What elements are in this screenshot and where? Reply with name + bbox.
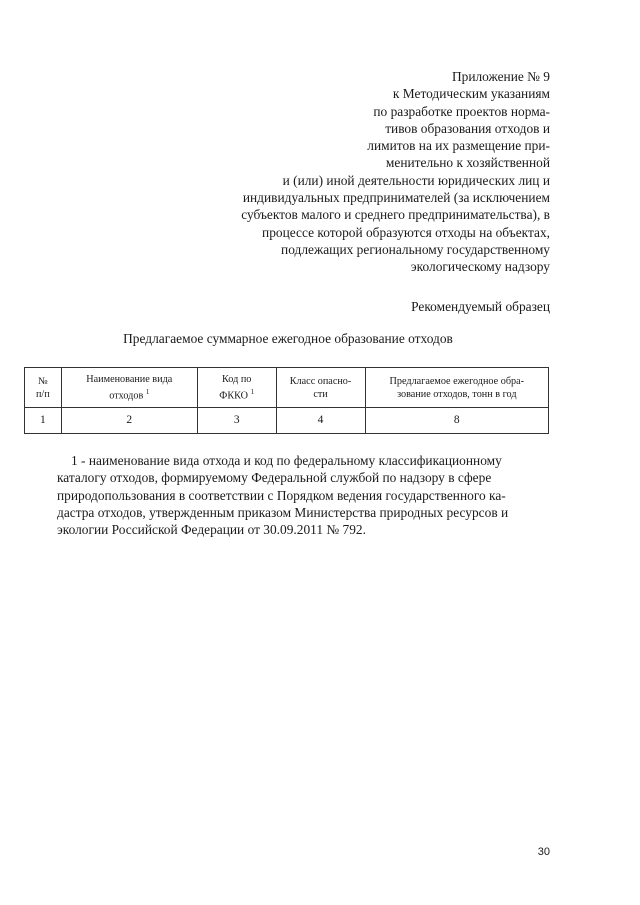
table-title-text: Предлагаемое суммарное ежегодное образование отходов <box>123 331 453 346</box>
sample-label: Рекомендуемый образец <box>411 299 550 314</box>
table-row <box>25 408 549 434</box>
waste-table <box>24 367 549 434</box>
header-cell-hazard-class: Класс опасно- сти <box>276 368 365 408</box>
header-line: экологическому надзору <box>410 259 550 275</box>
header-line: менительно к хозяйственной <box>385 155 550 171</box>
header-cell-annual-amount: Предлагаемое ежегодное обра- зование отходов, тонн в год <box>365 368 548 408</box>
footnote-line: экологии Российской Федерации от 30.09.2011 № 792. <box>57 522 366 538</box>
footnote <box>57 452 549 538</box>
header-cell-waste-name: Наименование вида отходов $^1$ <box>61 368 197 408</box>
table-header-row <box>25 368 549 408</box>
table-cell: 3 <box>197 408 276 434</box>
header-line: по разработке проектов норма- <box>373 103 550 119</box>
table-cell: 4 <box>276 408 365 434</box>
footnote-line: природопользования в соответствии с Порядком ведения государственного ка- <box>57 487 506 503</box>
footnote-line: 1 - наименование вида отхода и код по федеральному классификационному <box>71 453 502 468</box>
footnote-line: каталогу отходов, формируемому Федеральной службой по надзору в сфере <box>57 470 492 486</box>
header-line: субъектов малого и среднего предпринимательства), в <box>241 207 550 223</box>
table-cell: 8 <box>365 408 548 434</box>
header-line: лимитов на их размещение при- <box>367 138 550 154</box>
header-line: индивидуальных предпринимателей (за исключением <box>242 190 550 206</box>
header-cell-number: № п/п <box>25 368 62 408</box>
table-cell: 1 <box>25 408 62 434</box>
footnote-line: дастра отходов, утвержденным приказом Министерства природных ресурсов и <box>57 504 509 520</box>
header-line: подлежащих региональному государственному <box>281 241 550 257</box>
header-line: тивов образования отходов и <box>385 120 550 136</box>
table-title <box>0 331 640 347</box>
table-cell: 2 <box>61 408 197 434</box>
appendix-header <box>150 68 550 276</box>
footnote-ref: 1 <box>145 387 150 396</box>
header-cell-fkko-code: Код по ФККО $^1$ <box>197 368 276 408</box>
header-line: процессе которой образуются отходы на объектах, <box>262 224 550 240</box>
header-line: Приложение № 9 <box>451 69 550 84</box>
header-line: и (или) иной деятельности юридических лиц и <box>282 172 550 188</box>
footnote-ref: 1 <box>250 387 255 396</box>
header-line: к Методическим указаниям <box>392 86 550 102</box>
page-number: 30 <box>537 846 550 858</box>
